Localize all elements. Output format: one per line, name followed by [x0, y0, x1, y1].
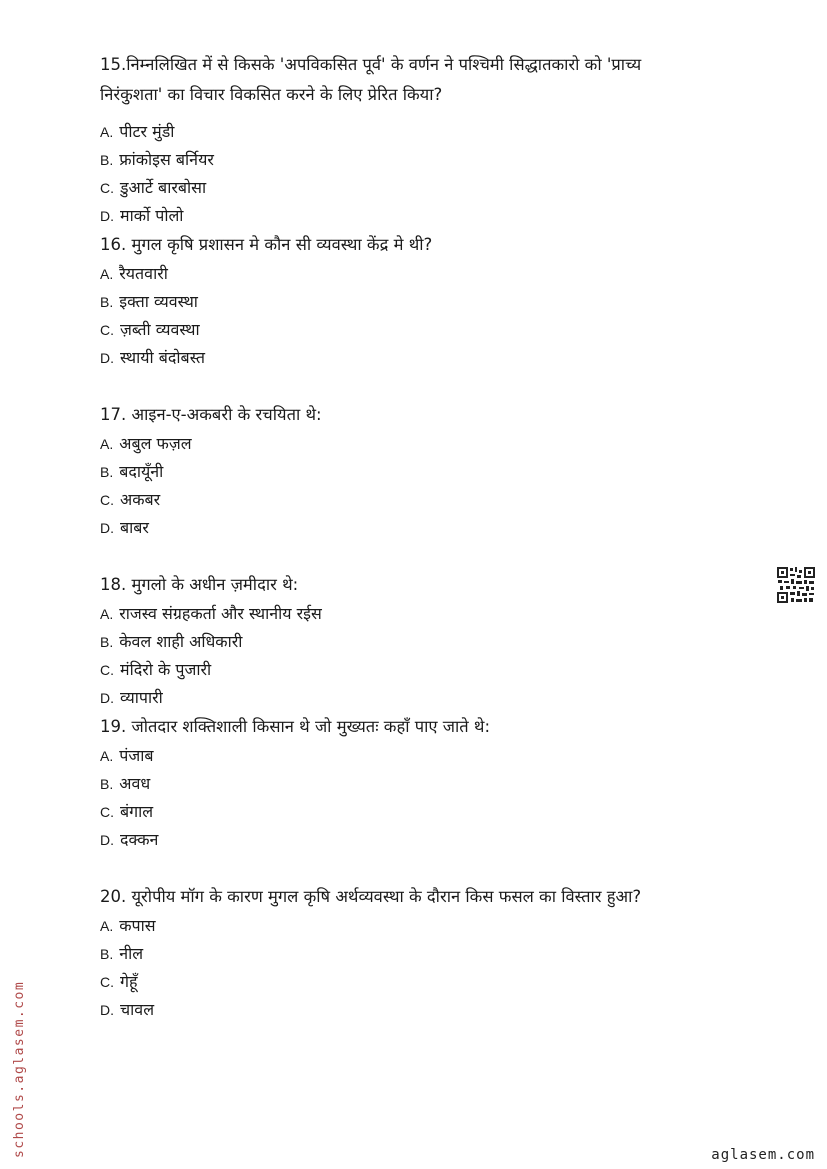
option-text: दक्कन — [120, 830, 159, 849]
option-text: बाबर — [120, 518, 149, 537]
option-letter: B. — [100, 946, 114, 962]
option-c — [100, 968, 700, 996]
option-letter: A. — [100, 436, 114, 452]
option-c — [100, 174, 700, 202]
side-watermark — [12, 968, 32, 1158]
option-text: अबुल फज़ल — [119, 434, 192, 453]
option-a — [100, 742, 700, 770]
option-letter: D. — [100, 350, 114, 366]
question-17 — [100, 400, 700, 542]
option-text: कपास — [119, 916, 156, 935]
option-letter: A. — [100, 606, 114, 622]
option-letter: D. — [100, 520, 114, 536]
option-letter: A. — [100, 124, 114, 140]
option-letter: C. — [100, 662, 114, 678]
option-letter: A. — [100, 266, 114, 282]
option-letter: B. — [100, 776, 114, 792]
option-text: स्थायी बंदोबस्त — [120, 348, 206, 367]
option-text: बदायूँनी — [119, 462, 164, 481]
option-a — [100, 118, 700, 146]
option-a — [100, 430, 700, 458]
option-d — [100, 202, 700, 230]
option-letter: D. — [100, 1002, 114, 1018]
question-text: 20. यूरोपीय मॉग के कारण मुगल कृषि अर्थव्यवस्था के दौरान किस फसल का विस्तार हुआ? — [100, 887, 642, 906]
option-c — [100, 656, 700, 684]
option-text: मार्को पोलो — [120, 206, 184, 225]
option-text: केवल शाही अधिकारी — [119, 632, 243, 651]
question-text: 18. मुगलो के अधीन ज़मीदार थे: — [100, 575, 299, 594]
option-letter: C. — [100, 974, 114, 990]
option-text: फ्रांकोइस बर्नियर — [119, 150, 214, 169]
option-text: गेहूँ — [120, 972, 138, 991]
question-text: 17. आइन-ए-अकबरी के रचयिता थे: — [100, 405, 322, 424]
option-letter: B. — [100, 294, 114, 310]
option-text: रैयतवारी — [119, 264, 168, 283]
option-letter: D. — [100, 690, 114, 706]
question-15 — [100, 50, 700, 230]
option-letter: C. — [100, 180, 114, 196]
option-letter: A. — [100, 748, 114, 764]
option-d — [100, 684, 700, 712]
option-text: व्यापारी — [120, 688, 163, 707]
option-letter: C. — [100, 492, 114, 508]
option-letter: C. — [100, 804, 114, 820]
option-b — [100, 288, 700, 316]
option-d — [100, 344, 700, 372]
footer-watermark: aglasem.com — [711, 1147, 815, 1163]
option-text: डुआर्टे बारबोसा — [120, 178, 207, 197]
option-letter: D. — [100, 832, 114, 848]
option-letter: A. — [100, 918, 114, 934]
option-letter: C. — [100, 322, 114, 338]
side-watermark-text: schools.aglasem.com — [12, 980, 27, 1158]
option-text: मंदिरो के पुजारी — [120, 660, 212, 679]
option-text: इक्ता व्यवस्था — [119, 292, 198, 311]
option-text: बंगाल — [120, 802, 154, 821]
question-text: 16. मुगल कृषि प्रशासन मे कौन सी व्यवस्था केंद्र मे थी? — [100, 235, 433, 254]
option-a — [100, 260, 700, 288]
question-text: 15.निम्नलिखित में से किसके 'अपविकसित पूर्व' के वर्णन ने पश्चिमी सिद्धातकारो को 'प्राच्य निरंकुशता' का विचार विकसित करने के लिए प्रेरित किया? — [100, 55, 642, 104]
question-text: 19. जोतदार शक्तिशाली किसान थे जो मुख्यतः कहाँ पाए जाते थे: — [100, 717, 491, 736]
option-text: नील — [119, 944, 144, 963]
question-19 — [100, 712, 700, 854]
option-b — [100, 628, 700, 656]
option-c — [100, 798, 700, 826]
option-text: चावल — [120, 1000, 155, 1019]
question-16 — [100, 230, 700, 372]
option-text: पंजाब — [119, 746, 154, 765]
question-list — [100, 50, 700, 1024]
option-text: ज़ब्ती व्यवस्था — [120, 320, 200, 339]
option-text: अकबर — [120, 490, 161, 509]
option-b — [100, 770, 700, 798]
option-a — [100, 600, 700, 628]
option-letter: B. — [100, 634, 114, 650]
question-18 — [100, 570, 700, 712]
qr-code-icon — [776, 566, 816, 604]
option-text: राजस्व संग्रहकर्ता और स्थानीय रईस — [119, 604, 322, 623]
option-letter: B. — [100, 464, 114, 480]
option-b — [100, 458, 700, 486]
option-letter: D. — [100, 208, 114, 224]
option-d — [100, 514, 700, 542]
question-20 — [100, 882, 700, 1024]
option-c — [100, 486, 700, 514]
option-a — [100, 912, 700, 940]
option-text: अवध — [119, 774, 151, 793]
option-letter: B. — [100, 152, 114, 168]
option-d — [100, 996, 700, 1024]
option-text: पीटर मुंडी — [119, 122, 175, 141]
option-d — [100, 826, 700, 854]
option-b — [100, 940, 700, 968]
option-c — [100, 316, 700, 344]
option-b — [100, 146, 700, 174]
